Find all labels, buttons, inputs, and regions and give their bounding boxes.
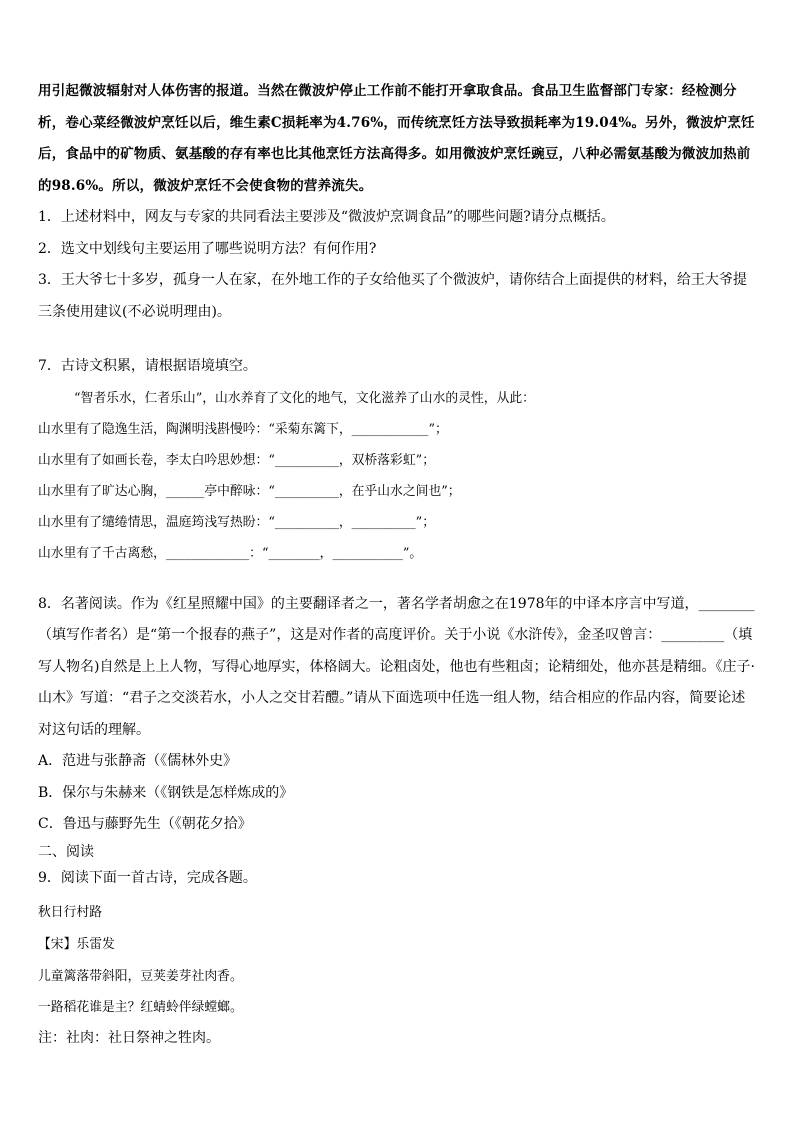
poem-note: 注：社肉：社日祭神之牲肉。: [38, 1029, 220, 1046]
poem-title: 秋日行村路: [38, 904, 102, 920]
question-2: 2．选文中划线句主要运用了哪些说明方法？有何作用?: [38, 240, 377, 257]
fill-line: 山水里有了旷达心胸，______亭中醉咏：“__________，在乎山水之间也”；: [38, 483, 461, 499]
material-paragraph: 用引起微波辐射对人体伤害的报道。当然在微波炉停止工作前不能打开拿取食品。食品卫生监督部门专家：经检测分析，卷心菜经微波炉烹饪以后，维生素C损耗率为4.76%，而传统烹饪方法导致损耗率为19.04%。另外，微波炉烹饪后，食品中的矿物质、氨基酸的存有率也比其他烹饪方法高得多。如用微波炉烹饪豌豆，八种必需氨基酸为微波加热前的98.6%。所以，微波炉烹饪不会使食物的营养流失。: [38, 83, 755, 194]
question-1: 1．上述材料中，网友与专家的共同看法主要涉及“微波炉烹调食品”的哪些问题?请分点概括。: [38, 209, 615, 225]
poem-line: 一路稻花谁是主？红蜻蛉伴绿螳螂。: [38, 999, 243, 1015]
question-7-title: 7．古诗文积累，请根据语境填空。: [38, 358, 257, 374]
fill-line: 山水里有了千古离愁，_____________：“________，___________”。: [38, 545, 423, 561]
poem-author: 【宋】乐雷发: [38, 936, 115, 952]
fill-line: 山水里有了如画长卷，李太白吟思妙想：“__________，双桥落彩虹”；: [38, 452, 435, 468]
option-a: A．范进与张静斋（《儒林外史》: [38, 753, 238, 769]
question-8-paragraph: 8．名著阅读。作为《红星照耀中国》的主要翻译者之一，著名学者胡愈之在1978年的中译本序言中写道，________（填写作者名）是“第一个报春的燕子”，这是对作者的高度评价。关于小说《水浒传》，金圣叹曾言：_________（填写人物名)自然是上上人物，写得心地厚实，体格阔大。论粗卤处，他也有些粗卤；论精细处，他亦甚是精细。《庄子·山木》写道：“君子之交淡若水，小人之交甘若醴。”请从下面选项中任选一组人物，结合相应的作品内容，简要论述对这句话的理解。: [38, 595, 755, 738]
fill-line: 山水里有了缱绻情思，温庭筠浅写热盼：“__________，__________”；: [38, 514, 435, 530]
section-heading: 二、阅读: [38, 843, 94, 860]
poem-line: 儿童篱落带斜阳，豆荚姜芽社肉香。: [38, 968, 243, 984]
question-9-title: 9．阅读下面一首古诗，完成各题。: [38, 869, 257, 886]
fill-line: 山水里有了隐逸生活，陶渊明浅斟慢吟：“采菊东篱下，____________”；: [38, 421, 448, 437]
option-b: B．保尔与朱赫来（《钢铁是怎样炼成的》: [38, 784, 294, 801]
option-c: C．鲁迅与藤野先生（《朝花夕拾》: [38, 816, 252, 832]
question-7-intro: “智者乐水，仁者乐山”，山水养育了文化的地气，文化滋养了山水的灵性，从此：: [74, 390, 535, 406]
question-3: 3．王大爷七十多岁，孤身一人在家，在外地工作的子女给他买了个微波炉，请你结合上面提供的材料，给王大爷提三条使用建议(不必说明理由)。: [38, 272, 747, 320]
